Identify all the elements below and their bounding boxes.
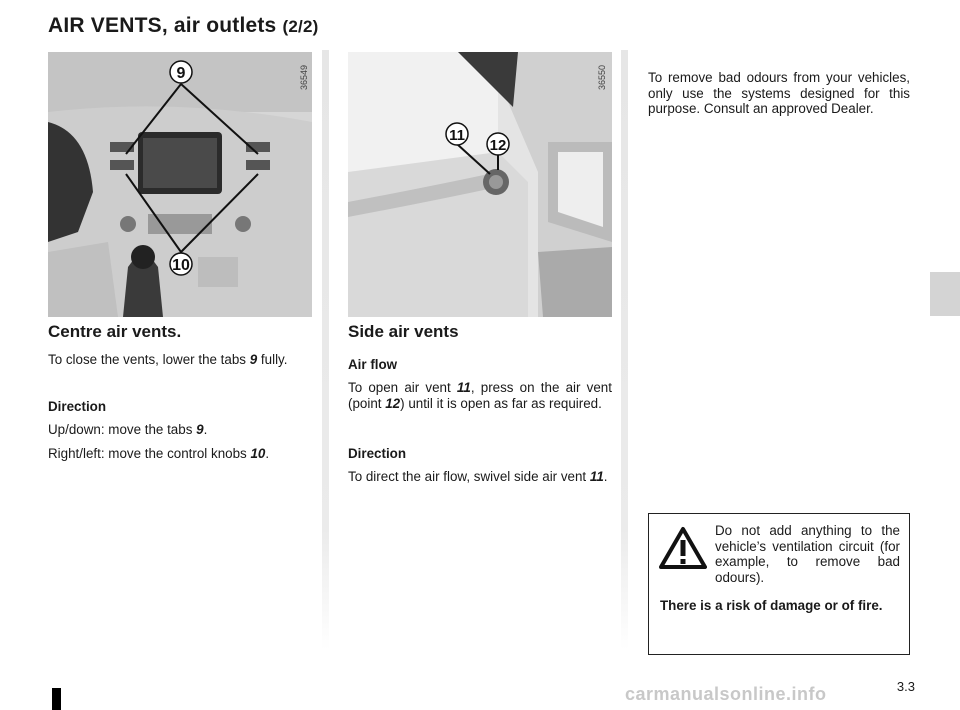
warning-bold-text: There is a risk of damage or of fire. bbox=[660, 598, 883, 613]
column-divider-left bbox=[322, 50, 329, 650]
air-flow-heading: Air flow bbox=[348, 357, 398, 372]
centre-vents-paragraph: To close the vents, lower the tabs 9 fully. bbox=[48, 352, 288, 367]
image-number-left: 36549 bbox=[299, 64, 309, 90]
side-vent-photo bbox=[348, 52, 612, 317]
page-number: 3.3 bbox=[896, 679, 915, 694]
side-vents-heading: Side air vents bbox=[348, 322, 459, 341]
bad-odours-paragraph: To remove bad odours from your vehicles, only use the systems designed for this purpose. Consult an approved Dealer. bbox=[648, 70, 910, 117]
corner-mark bbox=[52, 688, 61, 710]
callout-10: 10 bbox=[172, 257, 190, 274]
page-title-main: AIR VENTS, air outlets bbox=[48, 14, 277, 37]
page-title-suffix: (2/2) bbox=[282, 17, 319, 36]
image-number-middle: 36550 bbox=[597, 64, 607, 90]
page-title bbox=[48, 14, 318, 38]
watermark: carmanualsonline.info bbox=[625, 684, 827, 704]
callout-12: 12 bbox=[489, 137, 507, 154]
section-tab-marker bbox=[930, 272, 960, 316]
warning-box bbox=[648, 513, 910, 655]
air-flow-paragraph: To open air vent 11, press on the air vent (point 12) until it is open as far as required. bbox=[348, 380, 612, 411]
centre-vents-heading: Centre air vents. bbox=[48, 322, 182, 341]
centre-rightleft-text: Right/left: move the control knobs 10. bbox=[48, 446, 270, 461]
callout-9: 9 bbox=[176, 65, 186, 82]
dashboard-photo bbox=[48, 52, 312, 317]
centre-updown-text: Up/down: move the tabs 9. bbox=[48, 422, 208, 437]
callout-11: 11 bbox=[449, 127, 465, 144]
centre-direction-heading: Direction bbox=[48, 399, 107, 414]
side-direction-heading: Direction bbox=[348, 446, 407, 461]
column-divider-right bbox=[621, 50, 628, 650]
warning-triangle-icon bbox=[659, 526, 707, 570]
warning-text: Do not add anything to the vehicle’s ventilation circuit (for example, to remove bad odours). bbox=[715, 523, 900, 585]
side-direction-paragraph: To direct the air flow, swivel side air vent 11. bbox=[348, 469, 608, 484]
